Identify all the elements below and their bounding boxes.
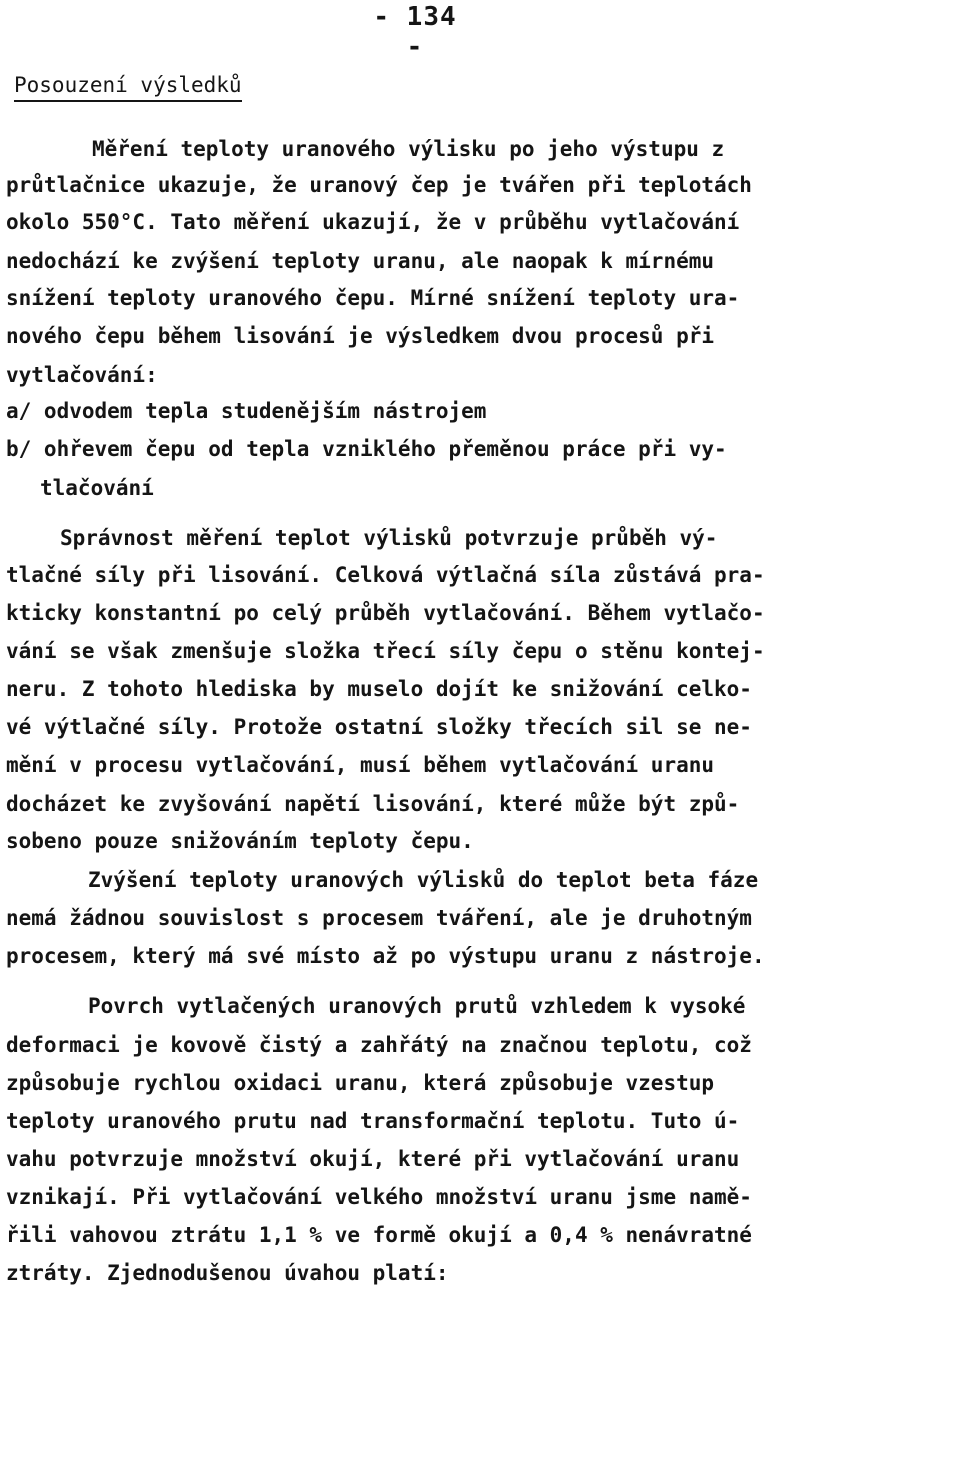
text-line: mění v procesu vytlačování, musí během vytlačování uranu	[6, 753, 715, 777]
text-line: tlačné síly při lisování. Celková výtlačná síla zůstává pra-	[6, 563, 765, 587]
text-line: docházet ke zvyšování napětí lisování, které může být způ-	[6, 792, 740, 816]
section-heading: Posouzení výsledků	[14, 72, 242, 102]
text-line: procesem, který má své místo až po výstupu uranu z nástroje.	[6, 944, 765, 968]
text-line: neru. Z tohoto hlediska by muselo dojít ke snižování celko-	[6, 677, 752, 701]
text-line: vahu potvrzuje množství okují, které při vytlačování uranu	[6, 1147, 740, 1171]
text-line: kticky konstantní po celý průběh vytlačování. Během vytlačo-	[6, 601, 765, 625]
page-number: - 134 -	[373, 2, 457, 62]
text-line: vytlačování:	[6, 363, 158, 387]
text-line: sobeno pouze snižováním teploty čepu.	[6, 829, 474, 853]
text-line: vání se však zmenšuje složka třecí síly čepu o stěnu kontej-	[6, 639, 765, 663]
text-line: Správnost měření teplot výlisků potvrzuje průběh vý-	[60, 526, 718, 550]
text-line: řili vahovou ztrátu 1,1 % ve formě okují a 0,4 % nenávratné	[6, 1223, 752, 1247]
text-line: ztráty. Zjednodušenou úvahou platí:	[6, 1261, 449, 1285]
text-line: nového čepu během lisování je výsledkem dvou procesů při	[6, 324, 715, 348]
text-line: průtlačnice ukazuje, že uranový čep je tvářen při teplotách	[6, 173, 752, 197]
text-line: nemá žádnou souvislost s procesem tváření, ale je druhotným	[6, 906, 752, 930]
text-line: a/ odvodem tepla studenějším nástrojem	[6, 399, 487, 423]
text-line: způsobuje rychlou oxidaci uranu, která způsobuje vzestup	[6, 1071, 715, 1095]
text-line: snížení teploty uranového čepu. Mírné snížení teploty ura-	[6, 286, 740, 310]
text-line: Zvýšení teploty uranových výlisků do teplot beta fáze	[88, 868, 759, 892]
text-line: okolo 550°C. Tato měření ukazují, že v průběhu vytlačování	[6, 210, 740, 234]
text-line: Povrch vytlačených uranových prutů vzhledem k vysoké	[88, 994, 746, 1018]
text-line: nedochází ke zvýšení teploty uranu, ale naopak k mírnému	[6, 249, 715, 273]
text-line: deformaci je kovově čistý a zahřátý na značnou teplotu, což	[6, 1033, 752, 1057]
text-line: b/ ohřevem čepu od tepla vzniklého přeměnou práce při vy-	[6, 437, 727, 461]
text-line: tlačování	[40, 476, 154, 500]
text-line: vé výtlačné síly. Protože ostatní složky třecích sil se ne-	[6, 715, 752, 739]
text-line: teploty uranového prutu nad transformační teplotu. Tuto ú-	[6, 1109, 740, 1133]
text-line: Měření teploty uranového výlisku po jeho výstupu z	[92, 137, 725, 161]
text-line: vznikají. Při vytlačování velkého množství uranu jsme namě-	[6, 1185, 752, 1209]
